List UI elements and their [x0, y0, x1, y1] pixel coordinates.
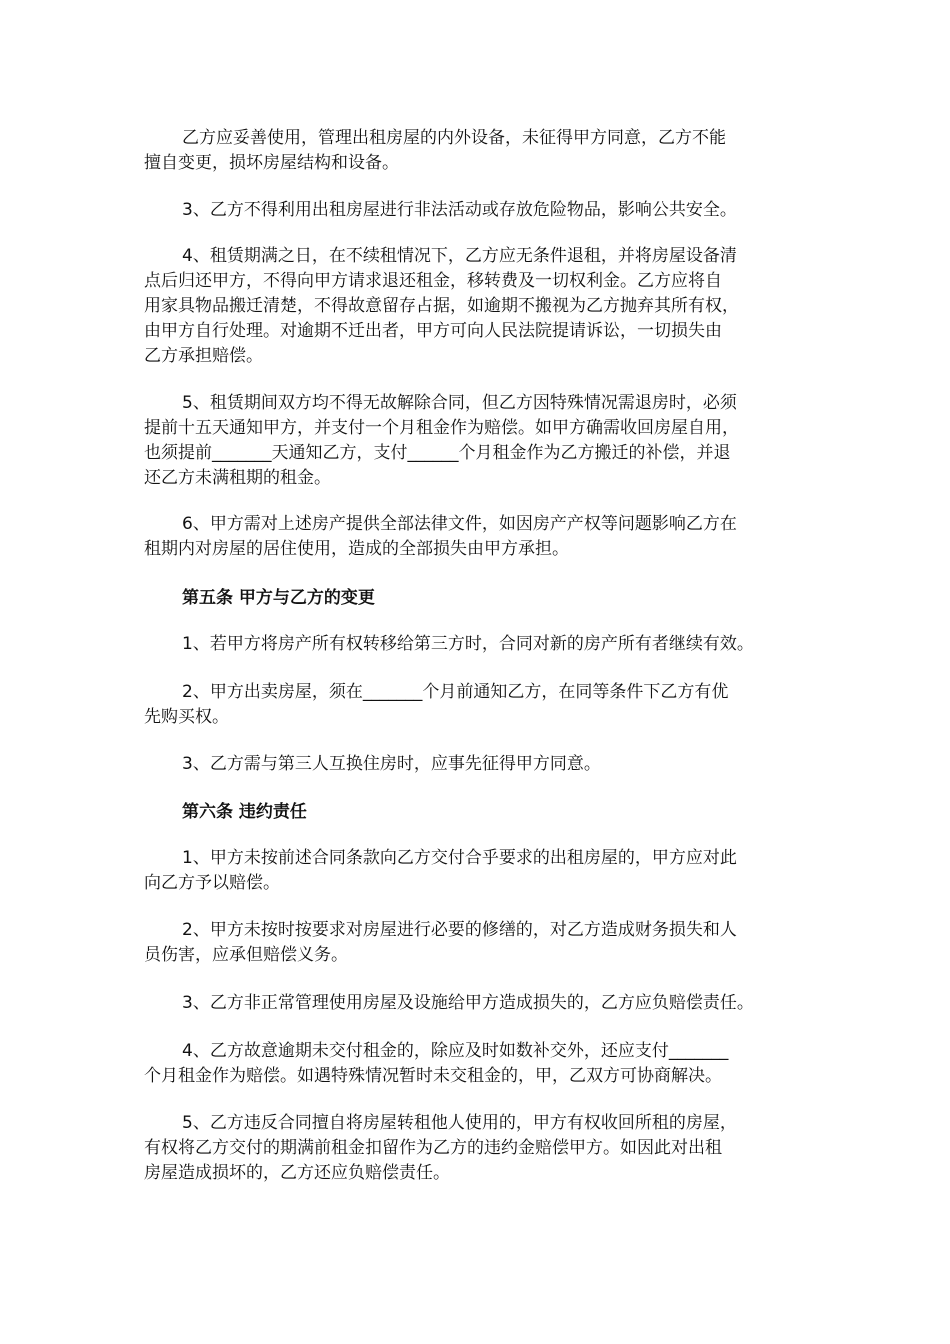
- paragraph-clause-3-illegal-use: [144, 198, 824, 223]
- paragraph-article-6-item-4: [144, 1039, 824, 1089]
- text-line: 5、乙方违反合同擅自将房屋转租他人使用的，甲方有权收回所租的房屋，: [182, 1113, 737, 1133]
- heading-text: 第五条 甲方与乙方的变更: [182, 588, 375, 608]
- text-line: 向乙方予以赔偿。: [144, 873, 280, 893]
- paragraph-clause-6-legal-documents: [144, 512, 824, 562]
- text-line: 点后归还甲方，不得向甲方请求退还租金，移转费及一切权利金。乙方应将自: [144, 271, 722, 291]
- text-line: 先购买权。: [144, 707, 229, 727]
- paragraph-article-6-item-2: [144, 918, 824, 968]
- section-heading-article-6: [144, 800, 824, 825]
- text-line: 个月租金作为赔偿。如遇特殊情况暂时未交租金的，甲，乙双方可协商解决。: [144, 1066, 722, 1086]
- text-line: 员伤害，应承但赔偿义务。: [144, 945, 348, 965]
- text-line: 房屋造成损坏的，乙方还应负赔偿责任。: [144, 1163, 450, 1183]
- text-line: 还乙方未满租期的租金。: [144, 468, 331, 488]
- text-line: 擅自变更，损坏房屋结构和设备。: [144, 153, 399, 173]
- text-line: 用家具物品搬迁清楚，不得故意留存占据，如逾期不搬视为乙方抛弃其所有权，: [144, 296, 739, 316]
- paragraph-article-5-item-3: [144, 752, 824, 777]
- text-line: 乙方承担赔偿。: [144, 346, 263, 366]
- heading-text: 第六条 违约责任: [182, 802, 307, 822]
- paragraph-article-6-item-1: [144, 846, 824, 896]
- paragraph-article-6-item-3: [144, 991, 824, 1016]
- text-line: 提前十五天通知甲方，并支付一个月租金作为赔偿。如甲方确需收回房屋自用，: [144, 418, 739, 438]
- text-line: 3、乙方不得利用出租房屋进行非法活动或存放危险物品，影响公共安全。: [182, 200, 737, 220]
- section-heading-article-5: [144, 586, 824, 611]
- paragraph-article-5-item-2: [144, 680, 824, 730]
- text-line: 3、乙方需与第三人互换住房时，应事先征得甲方同意。: [182, 754, 601, 774]
- text-line: 5、租赁期间双方均不得无故解除合同，但乙方因特殊情况需退房时，必须: [182, 393, 737, 413]
- text-line: 租期内对房屋的居住使用，造成的全部损失由甲方承担。: [144, 539, 569, 559]
- text-line: 2、甲方未按时按要求对房屋进行必要的修缮的，对乙方造成财务损失和人: [182, 920, 737, 940]
- text-line: 2、甲方出卖房屋，须在_______个月前通知乙方，在同等条件下乙方有优: [182, 682, 729, 702]
- text-line: 乙方应妥善使用，管理出租房屋的内外设备，未征得甲方同意，乙方不能: [182, 128, 726, 148]
- text-line: 有权将乙方交付的期满前租金扣留作为乙方的违约金赔偿甲方。如因此对出租: [144, 1138, 722, 1158]
- text-line: 6、甲方需对上述房产提供全部法律文件，如因房产产权等问题影响乙方在: [182, 514, 737, 534]
- paragraph-clause-4-lease-expiry: [144, 244, 824, 369]
- paragraph-article-5-item-1: [144, 632, 824, 657]
- paragraph-equipment-care: [144, 126, 824, 176]
- text-line: 1、甲方未按前述合同条款向乙方交付合乎要求的出租房屋的，甲方应对此: [182, 848, 737, 868]
- paragraph-clause-5-termination: [144, 391, 824, 491]
- text-line: 4、乙方故意逾期未交付租金的，除应及时如数补交外，还应支付_______: [182, 1041, 729, 1061]
- text-line: 由甲方自行处理。对逾期不迁出者，甲方可向人民法院提请诉讼，一切损失由: [144, 321, 722, 341]
- text-line: 也须提前_______天通知乙方，支付______个月租金作为乙方搬迁的补偿，并退: [144, 443, 731, 463]
- text-line: 3、乙方非正常管理使用房屋及设施给甲方造成损失的，乙方应负赔偿责任。: [182, 993, 754, 1013]
- text-line: 4、租赁期满之日，在不续租情况下，乙方应无条件退租，并将房屋设备清: [182, 246, 737, 266]
- paragraph-article-6-item-5: [144, 1111, 824, 1186]
- text-line: 1、若甲方将房产所有权转移给第三方时，合同对新的房产所有者继续有效。: [182, 634, 754, 654]
